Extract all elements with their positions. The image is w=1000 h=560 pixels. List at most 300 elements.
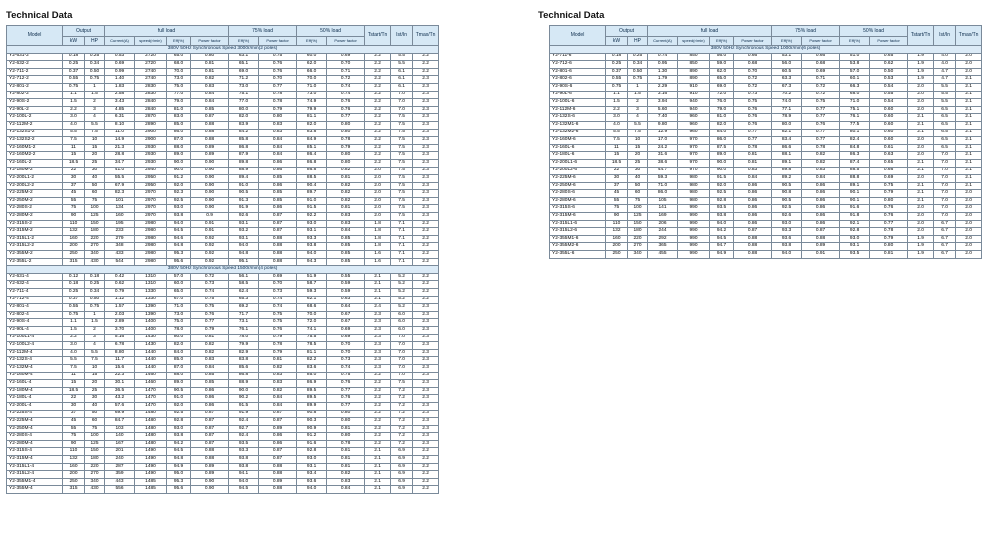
cell-tmax: 2.3 [413, 121, 439, 129]
cell-power-factor: 0.92 [191, 235, 229, 243]
cell-tstart: 2.2 [365, 380, 391, 388]
table-row [7, 129, 439, 137]
cell-eff-75: 93.3 [772, 228, 802, 236]
cell-eff-50: 70.0 [297, 76, 327, 84]
cell-pf-50: 0.76 [870, 213, 908, 221]
cell-model: Y2-200L2-2 [7, 182, 63, 190]
cell-model: Y2-90L-2 [7, 106, 63, 114]
cell-tstart: 1.9 [908, 251, 934, 259]
cell-tmax: 2.2 [413, 486, 439, 494]
cell-current: 443 [105, 478, 135, 486]
cell-pf-50: 0.77 [327, 402, 365, 410]
cell-kw: 250 [606, 251, 628, 259]
cell-hp: 0.50 [85, 296, 105, 304]
table-row [550, 121, 982, 129]
cell-current: 24.2 [648, 144, 678, 152]
cell-speed: 2970 [135, 205, 167, 213]
cell-model: Y2-132S-4 [7, 357, 63, 365]
table-row [550, 190, 982, 198]
cell-current: 140 [105, 433, 135, 441]
cell-speed: 1460 [135, 380, 167, 388]
cell-eff-75: 88.9 [229, 167, 259, 175]
cell-pf-50: 0.82 [327, 471, 365, 479]
cell-eff: 88.0 [167, 372, 191, 380]
cell-pf-50: 0.85 [327, 235, 365, 243]
spec-table-6-poles [549, 25, 982, 259]
cell-tmax: 2.0 [956, 235, 982, 243]
cell-eff: 94.2 [710, 228, 734, 236]
cell-eff-75: 94.5 [229, 486, 259, 494]
cell-pf-50: 0.69 [327, 53, 365, 61]
cell-eff: 92.0 [167, 182, 191, 190]
cell-eff-75: 85.6 [229, 364, 259, 372]
cell-ist: 6.5 [934, 137, 956, 145]
cell-hp: 40 [85, 175, 105, 183]
cell-speed: 1485 [135, 478, 167, 486]
table-row [7, 144, 439, 152]
cell-kw: 5.5 [63, 129, 85, 137]
cell-eff: 59.0 [710, 61, 734, 69]
cell-eff-50: 78.5 [297, 342, 327, 350]
table-row [7, 91, 439, 99]
cell-tstart: 2.2 [365, 91, 391, 99]
cell-eff-50: 94.0 [297, 251, 327, 259]
cell-pf-75: 0.83 [259, 121, 297, 129]
cell-eff-75: 89.1 [772, 159, 802, 167]
cell-pf-75: 0.88 [259, 486, 297, 494]
cell-speed: 2970 [135, 213, 167, 221]
cell-ist: 7.5 [391, 144, 413, 152]
cell-eff-75: 70.2 [772, 91, 802, 99]
cell-power-factor: 0.83 [734, 167, 772, 175]
cell-hp: 340 [85, 478, 105, 486]
cell-eff-50: 92.1 [840, 220, 870, 228]
cell-model: Y2-200L1-2 [7, 175, 63, 183]
cell-speed: 890 [678, 68, 710, 76]
cell-pf-50: 0.69 [327, 326, 365, 334]
cell-power-factor: 0.78 [734, 144, 772, 152]
cell-eff-75: 88.9 [229, 380, 259, 388]
cell-eff-75: 90.5 [229, 190, 259, 198]
cell-model: Y2-280M-6 [550, 197, 606, 205]
cell-hp: 0.25 [85, 281, 105, 289]
table-row [550, 243, 982, 251]
cell-current: 59.3 [648, 175, 678, 183]
cell-eff-50: 91.5 [297, 205, 327, 213]
cell-pf-50: 0.63 [870, 152, 908, 160]
cell-eff-50: 66.3 [840, 83, 870, 91]
cell-ist: 6.9 [391, 478, 413, 486]
cell-pf-75: 0.86 [259, 159, 297, 167]
cell-eff: 67.0 [167, 296, 191, 304]
cell-ist: 7.1 [391, 258, 413, 266]
cell-speed: 2930 [135, 159, 167, 167]
cell-power-factor: 0.77 [734, 129, 772, 137]
cell-current: 34.7 [105, 159, 135, 167]
cell-speed: 1390 [135, 311, 167, 319]
cell-eff-50: 74.1 [297, 326, 327, 334]
cell-current: 7.40 [648, 114, 678, 122]
cell-kw: 2.2 [606, 106, 628, 114]
cell-power-factor: 0.91 [191, 220, 229, 228]
cell-kw: 0.12 [63, 273, 85, 281]
header-tmax: Tmax/Tn [956, 26, 982, 46]
cell-speed: 980 [678, 197, 710, 205]
cell-model: Y2-315S-4 [7, 448, 63, 456]
cell-eff-75: 62.4 [229, 289, 259, 297]
cell-speed: 2840 [135, 106, 167, 114]
cell-tmax: 2.0 [956, 251, 982, 259]
table-row [550, 83, 982, 91]
cell-ist: 7.5 [391, 152, 413, 160]
cell-eff-50: 90.8 [297, 410, 327, 418]
cell-tstart: 2.2 [365, 83, 391, 91]
cell-eff: 95.0 [167, 471, 191, 479]
cell-eff-75: 86.6 [772, 144, 802, 152]
cell-speed: 2970 [135, 197, 167, 205]
cell-tstart: 2.0 [365, 167, 391, 175]
cell-model: Y2-100L2-4 [7, 342, 63, 350]
cell-hp: 60 [628, 190, 648, 198]
cell-eff-50: 74.9 [297, 99, 327, 107]
cell-current: 38.6 [648, 159, 678, 167]
cell-eff-75: 80.0 [772, 121, 802, 129]
cell-speed: 2740 [135, 76, 167, 84]
cell-eff-50: 83.8 [297, 129, 327, 137]
cell-eff-75: 63.3 [772, 76, 802, 84]
cell-speed: 1485 [135, 486, 167, 494]
table-row [550, 91, 982, 99]
cell-eff-75: 93.5 [229, 440, 259, 448]
cell-ist: 6.7 [934, 220, 956, 228]
cell-tmax: 2.3 [413, 410, 439, 418]
cell-tmax: 2.2 [413, 471, 439, 479]
cell-current: 0.95 [648, 61, 678, 69]
cell-tstart: 2.0 [908, 137, 934, 145]
cell-pf-50: 0.81 [327, 205, 365, 213]
cell-hp: 60 [85, 190, 105, 198]
cell-power-factor: 0.75 [191, 296, 229, 304]
cell-ist: 7.0 [391, 334, 413, 342]
table-row [7, 159, 439, 167]
cell-pf-50: 0.80 [870, 197, 908, 205]
table-body [7, 266, 439, 274]
cell-eff: 90.0 [167, 167, 191, 175]
cell-kw: 110 [63, 448, 85, 456]
cell-power-factor: 0.87 [191, 410, 229, 418]
cell-speed: 990 [678, 235, 710, 243]
cell-pf-75: 0.76 [259, 326, 297, 334]
cell-tmax: 2.2 [413, 228, 439, 236]
cell-model: Y2-355M-2 [7, 251, 63, 259]
cell-pf-50: 0.82 [327, 182, 365, 190]
cell-ist: 7.1 [391, 251, 413, 259]
cell-hp: 3 [85, 334, 105, 342]
cell-kw: 132 [63, 228, 85, 236]
cell-ist: 7.5 [391, 167, 413, 175]
cell-speed: 980 [678, 190, 710, 198]
cell-tmax: 2.3 [413, 334, 439, 342]
cell-tmax: 2.0 [956, 213, 982, 221]
cell-eff-75: 65.1 [229, 61, 259, 69]
cell-eff-50: 75.5 [297, 334, 327, 342]
cell-ist: 7.5 [391, 129, 413, 137]
cell-hp: 1 [85, 311, 105, 319]
cell-tstart: 2.2 [365, 372, 391, 380]
table-row [7, 61, 439, 69]
cell-model: Y2-160M-4 [7, 372, 63, 380]
table-row [7, 463, 439, 471]
cell-hp: 2 [628, 99, 648, 107]
cell-pf-50: 0.79 [327, 144, 365, 152]
cell-eff-50: 93.4 [297, 471, 327, 479]
cell-power-factor: 0.75 [734, 99, 772, 107]
cell-tstart: 1.8 [365, 243, 391, 251]
cell-ist: 7.0 [391, 349, 413, 357]
cell-model: Y2-632-4 [7, 281, 63, 289]
cell-eff-50: 93.1 [297, 228, 327, 236]
cell-kw: 7.5 [63, 364, 85, 372]
cell-tstart: 2.1 [908, 167, 934, 175]
cell-ist: 6.0 [391, 326, 413, 334]
cell-kw: 200 [63, 471, 85, 479]
cell-pf-50: 0.76 [327, 380, 365, 388]
cell-kw: 18.5 [63, 387, 85, 395]
cell-power-factor: 0.90 [191, 175, 229, 183]
table-row [550, 235, 982, 243]
cell-kw: 75 [63, 433, 85, 441]
cell-tmax: 2.3 [413, 83, 439, 91]
cell-ist: 6.5 [934, 144, 956, 152]
cell-model: Y2-801-2 [7, 83, 63, 91]
cell-eff-50: 68.6 [297, 304, 327, 312]
cell-power-factor: 0.86 [734, 205, 772, 213]
table-row [7, 387, 439, 395]
cell-speed: 1480 [135, 425, 167, 433]
cell-speed: 2900 [135, 129, 167, 137]
cell-ist: 6.9 [391, 486, 413, 494]
cell-tstart: 2.1 [908, 197, 934, 205]
cell-pf-50: 0.59 [327, 281, 365, 289]
cell-current: 43.2 [105, 395, 135, 403]
cell-hp: 20 [85, 380, 105, 388]
cell-hp: 125 [85, 213, 105, 221]
cell-pf-75: 0.84 [259, 402, 297, 410]
cell-speed: 990 [678, 228, 710, 236]
cell-pf-50: 0.60 [870, 129, 908, 137]
cell-hp: 0.18 [85, 273, 105, 281]
cell-hp: 100 [85, 205, 105, 213]
table-row [7, 197, 439, 205]
cell-kw: 1.1 [606, 91, 628, 99]
cell-tmax: 2.3 [413, 319, 439, 327]
cell-eff-50: 80.1 [840, 129, 870, 137]
cell-ist: 7.0 [934, 175, 956, 183]
cell-tmax: 2.1 [956, 129, 982, 137]
cell-pf-50: 0.55 [327, 273, 365, 281]
cell-pf-75: 0.75 [259, 319, 297, 327]
cell-eff-50: 89.9 [297, 402, 327, 410]
cell-eff: 83.0 [167, 114, 191, 122]
cell-power-factor: 0.86 [734, 213, 772, 221]
cell-kw: 1.1 [63, 319, 85, 327]
cell-current: 433 [105, 251, 135, 259]
cell-eff-75: 83.8 [229, 357, 259, 365]
cell-power-factor: 0.80 [191, 53, 229, 61]
cell-eff-50: 90.1 [840, 190, 870, 198]
header-eff-75: Eff(%) [772, 37, 802, 46]
cell-pf-50: 0.70 [327, 349, 365, 357]
cell-pf-50: 0.80 [327, 129, 365, 137]
cell-eff: 81.0 [167, 106, 191, 114]
cell-eff: 87.5 [710, 144, 734, 152]
cell-tstart: 2.1 [908, 121, 934, 129]
cell-eff-75: 94.8 [229, 251, 259, 259]
cell-model: Y2-200L1-6 [550, 159, 606, 167]
cell-eff-50: 93.0 [297, 220, 327, 228]
cell-eff-50: 88.8 [840, 175, 870, 183]
cell-power-factor: 0.9 [191, 213, 229, 221]
cell-tstart: 2.0 [908, 213, 934, 221]
cell-model: Y2-250M-2 [7, 197, 63, 205]
cell-eff-75: 90.5 [772, 197, 802, 205]
cell-power-factor: 0.89 [191, 463, 229, 471]
cell-kw: 15 [606, 152, 628, 160]
cell-tstart: 2.2 [365, 402, 391, 410]
cell-kw: 200 [63, 243, 85, 251]
cell-current: 455 [648, 251, 678, 259]
cell-pf-50: 0.60 [870, 137, 908, 145]
cell-hp: 3 [628, 106, 648, 114]
cell-pf-75: 0.84 [259, 152, 297, 160]
cell-kw: 5.5 [606, 129, 628, 137]
cell-kw: 4.0 [63, 349, 85, 357]
cell-pf-75: 0.72 [802, 91, 840, 99]
cell-kw: 3.0 [63, 114, 85, 122]
cell-kw: 132 [606, 228, 628, 236]
cell-ist: 7.0 [391, 106, 413, 114]
cell-kw: 0.18 [606, 53, 628, 61]
cell-eff-75: 93.8 [772, 243, 802, 251]
cell-kw: 4.0 [606, 121, 628, 129]
table-row [7, 68, 439, 76]
cell-power-factor: 0.85 [191, 380, 229, 388]
cell-current: 195 [105, 220, 135, 228]
cell-kw: 110 [606, 220, 628, 228]
cell-model: Y2-315L2-4 [7, 471, 63, 479]
cell-pf-50: 0.80 [327, 433, 365, 441]
cell-current: 244 [648, 228, 678, 236]
cell-model: Y2-280M-4 [7, 440, 63, 448]
header-eff: Eff(%) [167, 37, 191, 46]
cell-tstart: 2.0 [365, 175, 391, 183]
cell-tmax: 2.3 [413, 326, 439, 334]
cell-eff-50: 93.8 [297, 243, 327, 251]
cell-current: 169 [648, 213, 678, 221]
cell-tmax: 2.3 [413, 349, 439, 357]
cell-current: 17.0 [648, 137, 678, 145]
cell-eff-50: 88.5 [840, 167, 870, 175]
cell-tmax: 2.2 [413, 478, 439, 486]
table-row [7, 152, 439, 160]
cell-speed: 1470 [135, 395, 167, 403]
cell-pf-50: 0.62 [870, 61, 908, 69]
cell-eff-75: 95.1 [229, 258, 259, 266]
table-body [7, 46, 439, 54]
cell-ist: 7.5 [391, 175, 413, 183]
cell-tmax: 2.3 [413, 137, 439, 145]
table-row [7, 410, 439, 418]
cell-pf-75: 0.77 [259, 83, 297, 91]
cell-eff-50: 81.1 [297, 114, 327, 122]
cell-eff-75: 94.0 [229, 243, 259, 251]
cell-current: 12.9 [648, 129, 678, 137]
cell-pf-50: 0.78 [327, 440, 365, 448]
cell-eff: 91.2 [167, 175, 191, 183]
header-full-load: full load [648, 26, 772, 37]
cell-speed: 970 [678, 159, 710, 167]
cell-tstart: 2.2 [365, 121, 391, 129]
cell-tmax: 2.3 [413, 342, 439, 350]
cell-tstart: 2.0 [908, 91, 934, 99]
cell-power-factor: 0.90 [191, 190, 229, 198]
cell-kw: 160 [63, 463, 85, 471]
table-row [7, 167, 439, 175]
cell-tmax: 2.0 [956, 243, 982, 251]
cell-power-factor: 0.81 [191, 61, 229, 69]
table-row [550, 175, 982, 183]
cell-eff-75: 92.6 [229, 213, 259, 221]
cell-eff: 75.0 [167, 83, 191, 91]
cell-eff-50: 71.0 [297, 83, 327, 91]
cell-pf-50: 0.82 [327, 197, 365, 205]
cell-speed: 1480 [135, 440, 167, 448]
cell-tmax: 2.1 [956, 76, 982, 84]
cell-eff-50: 86.4 [297, 152, 327, 160]
cell-model: Y2-802-4 [7, 311, 63, 319]
cell-hp: 4 [85, 342, 105, 350]
cell-eff-50: 77.5 [840, 121, 870, 129]
cell-ist: 6.9 [391, 456, 413, 464]
cell-current: 82.3 [105, 190, 135, 198]
cell-ist: 7.1 [391, 235, 413, 243]
cell-ist: 5.2 [391, 273, 413, 281]
cell-pf-75: 0.87 [259, 410, 297, 418]
cell-tstart: 2.1 [365, 486, 391, 494]
cell-speed: 970 [678, 167, 710, 175]
cell-ist: 6.5 [934, 106, 956, 114]
cell-speed: 2980 [135, 258, 167, 266]
cell-model: Y2-90L-4 [7, 326, 63, 334]
cell-current: 57.6 [105, 402, 135, 410]
cell-current: 9.80 [648, 121, 678, 129]
cell-ist: 7.0 [934, 213, 956, 221]
cell-pf-75: 0.86 [259, 433, 297, 441]
table-body [550, 46, 982, 54]
cell-pf-75: 0.86 [802, 205, 840, 213]
cell-tmax: 2.3 [413, 106, 439, 114]
cell-power-factor: 0.88 [734, 251, 772, 259]
cell-eff: 60.0 [167, 281, 191, 289]
cell-power-factor: 0.73 [191, 281, 229, 289]
cell-ist: 7.0 [934, 197, 956, 205]
cell-eff-50: 87.4 [840, 159, 870, 167]
cell-eff-50: 51.0 [840, 53, 870, 61]
cell-ist: 6.5 [934, 114, 956, 122]
cell-tstart: 2.1 [908, 182, 934, 190]
cell-hp: 220 [628, 235, 648, 243]
cell-hp: 7.5 [85, 129, 105, 137]
